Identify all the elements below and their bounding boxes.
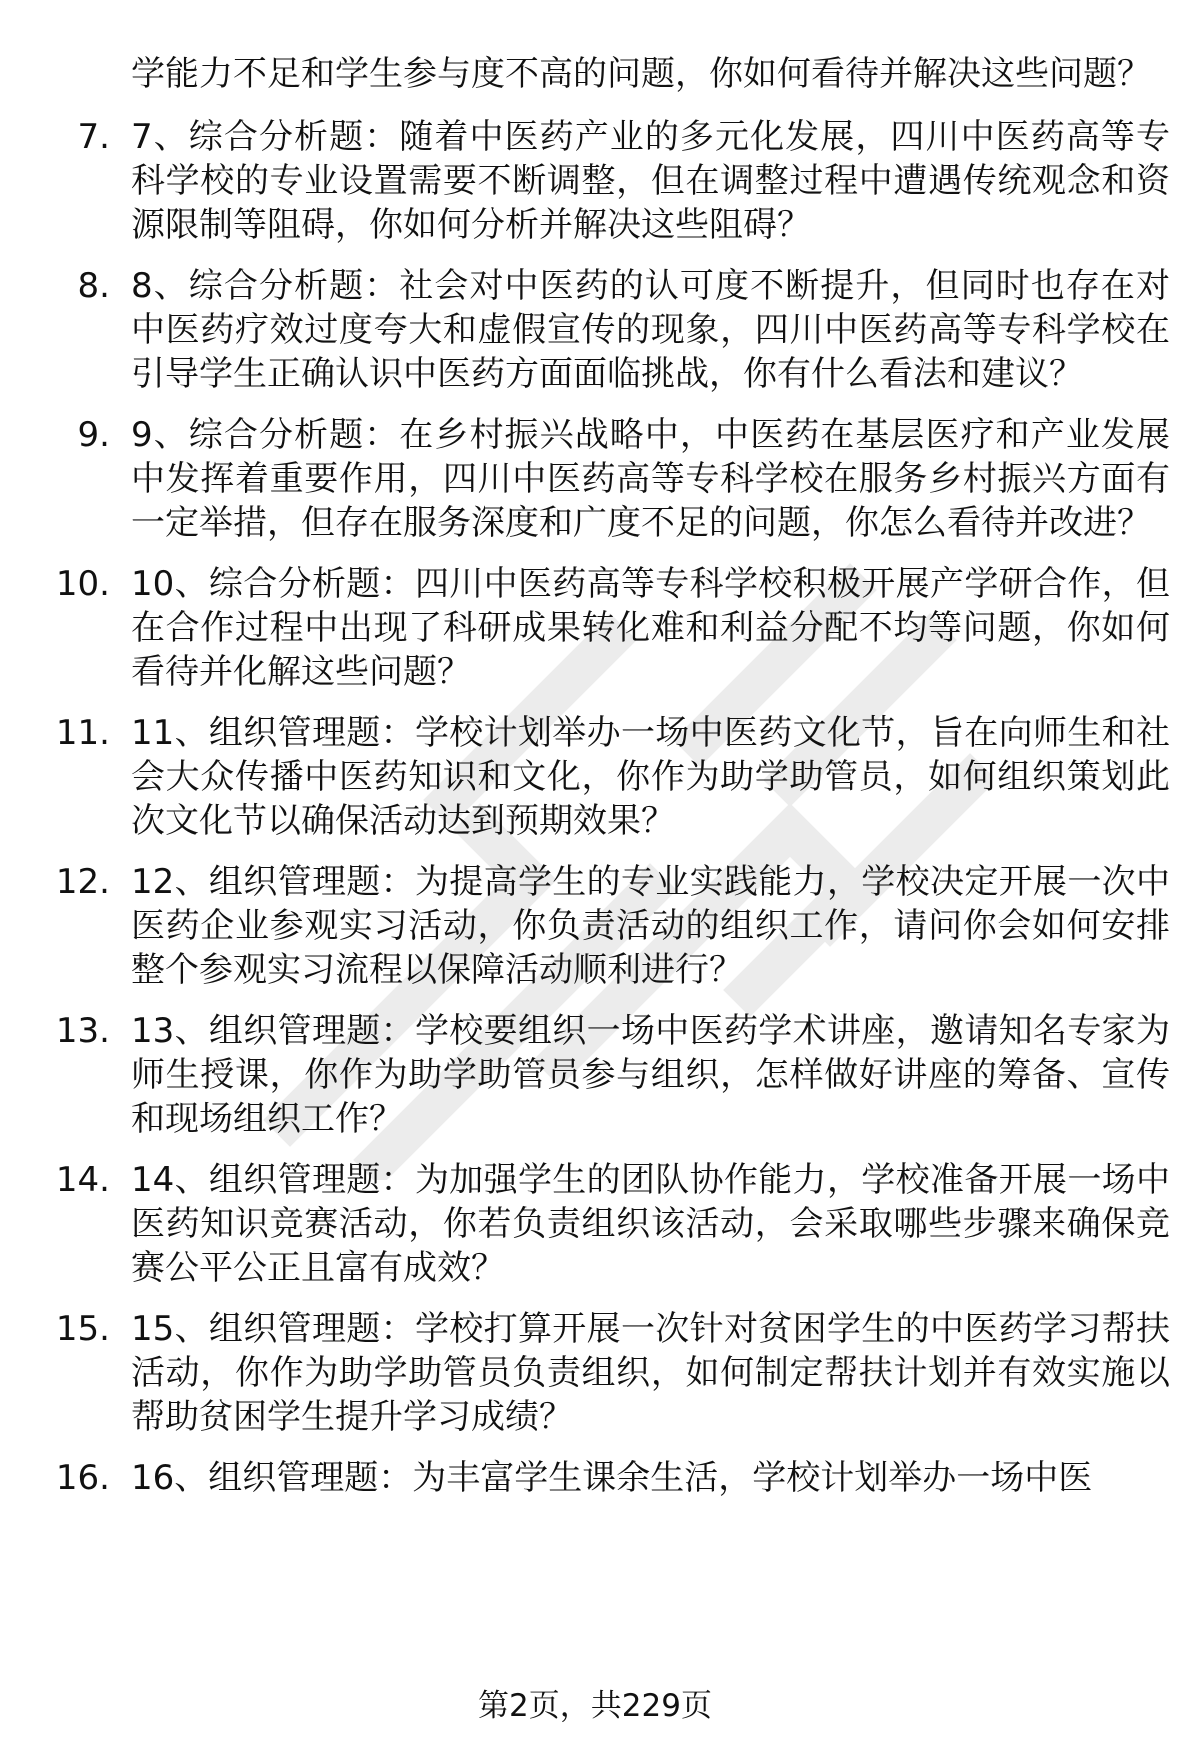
list-item <box>0 1009 1190 1141</box>
list-item <box>0 413 1190 545</box>
question-text: 14、组织管理题：为加强学生的团队协作能力，学校准备开展一场中医药知识竞赛活动，你若负责组织该活动，会采取哪些步骤来确保竞赛公平公正且富有成效？ <box>131 1160 1170 1288</box>
list-item <box>0 115 1190 247</box>
list-number: 9. <box>77 415 110 455</box>
list-number: 15. <box>55 1309 110 1349</box>
list-item <box>0 1158 1190 1290</box>
list-number: 12. <box>55 862 110 902</box>
list-number: 8. <box>77 266 110 306</box>
list-item <box>0 711 1190 843</box>
question-list <box>0 52 1190 1517</box>
list-item-continued <box>0 52 1190 96</box>
list-item <box>0 264 1190 396</box>
list-number: 11. <box>55 713 110 753</box>
list-number: 14. <box>55 1160 110 1200</box>
list-item <box>0 860 1190 992</box>
question-text: 学能力不足和学生参与度不高的问题，你如何看待并解决这些问题？ <box>131 54 1151 94</box>
question-text: 11、组织管理题：学校计划举办一场中医药文化节，旨在向师生和社会大众传播中医药知识和文化，你作为助学助管员，如何组织策划此次文化节以确保活动达到预期效果？ <box>131 713 1170 841</box>
list-item <box>0 1307 1190 1439</box>
question-text: 8、综合分析题：社会对中医药的认可度不断提升，但同时也存在对中医药疗效过度夸大和虚假宣传的现象，四川中医药高等专科学校在引导学生正确认识中医药方面面临挑战，你有什么看法和建议？ <box>131 266 1170 394</box>
question-text: 10、综合分析题：四川中医药高等专科学校积极开展产学研合作，但在合作过程中出现了科研成果转化难和利益分配不均等问题，你如何看待并化解这些问题？ <box>131 564 1170 692</box>
list-number: 13. <box>55 1011 110 1051</box>
question-text: 9、综合分析题：在乡村振兴战略中，中医药在基层医疗和产业发展中发挥着重要作用，四川中医药高等专科学校在服务乡村振兴方面有一定举措，但存在服务深度和广度不足的问题，你怎么看待并改进？ <box>131 415 1170 543</box>
list-item <box>0 562 1190 694</box>
list-number: 7. <box>77 117 110 157</box>
page-number-label: 第2页，共229页 <box>478 1688 712 1724</box>
question-text: 12、组织管理题：为提高学生的专业实践能力，学校决定开展一次中医药企业参观实习活动，你负责活动的组织工作，请问你会如何安排整个参观实习流程以保障活动顺利进行？ <box>131 862 1170 990</box>
list-number: 10. <box>55 564 110 604</box>
question-text: 7、综合分析题：随着中医药产业的多元化发展，四川中医药高等专科学校的专业设置需要不断调整，但在调整过程中遭遇传统观念和资源限制等阻碍，你如何分析并解决这些阻碍？ <box>131 117 1170 245</box>
list-item <box>0 1456 1190 1500</box>
question-text: 15、组织管理题：学校打算开展一次针对贫困学生的中医药学习帮扶活动，你作为助学助管员负责组织，如何制定帮扶计划并有效实施以帮助贫困学生提升学习成绩？ <box>131 1309 1170 1437</box>
question-text: 13、组织管理题：学校要组织一场中医药学术讲座，邀请知名专家为师生授课，你作为助学助管员参与组织，怎样做好讲座的筹备、宣传和现场组织工作？ <box>131 1011 1170 1139</box>
page-footer <box>0 1686 1190 1726</box>
list-number: 16. <box>55 1458 110 1498</box>
question-text: 16、组织管理题：为丰富学生课余生活，学校计划举办一场中医 <box>131 1458 1093 1498</box>
